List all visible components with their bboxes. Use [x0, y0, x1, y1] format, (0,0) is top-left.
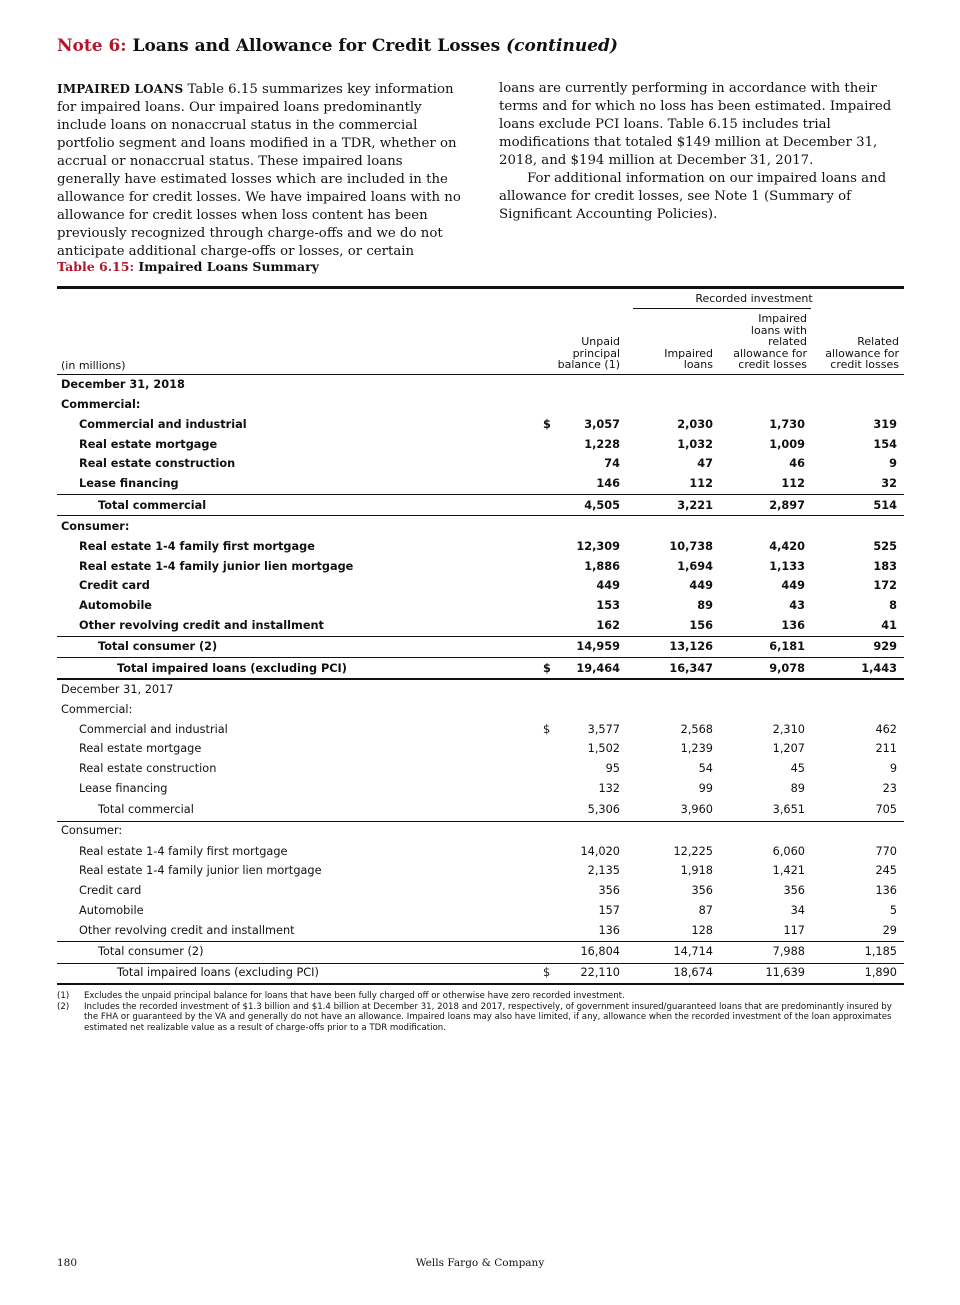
table-cell: 9 [889, 457, 897, 470]
table-cell: 154 [873, 438, 897, 451]
table-cell: 13,126 [669, 640, 713, 653]
table-cell: 211 [875, 742, 897, 755]
table-row [57, 579, 904, 597]
table-cell: 705 [875, 803, 897, 816]
right-paragraph-2: For additional information on our impaired loans and allowance for credit losses, see Note 1 (Summary of Significant Accounting Policies). [499, 171, 887, 222]
col-header-related-allowance: Related allowance for credit losses [825, 335, 899, 371]
table-row [57, 418, 904, 436]
table-cell: 156 [689, 619, 713, 632]
table-cell: 12,225 [673, 845, 713, 858]
table-row [57, 599, 904, 617]
row-rule [57, 678, 904, 680]
row-label: Credit card [79, 579, 150, 592]
table-row [57, 742, 904, 760]
table-cell: 14,959 [576, 640, 620, 653]
table-cell: 95 [605, 762, 620, 775]
row-label: Commercial and industrial [79, 418, 247, 431]
row-label: Lease financing [79, 782, 168, 795]
row-label: Total impaired loans (excluding PCI) [117, 662, 347, 675]
row-rule [57, 963, 904, 964]
table-row [57, 884, 904, 902]
table-cell: 172 [873, 579, 897, 592]
table-row [57, 438, 904, 456]
table-cell: 1,207 [772, 742, 805, 755]
table-cell: 74 [604, 457, 620, 470]
company-name: Wells Fargo & Company [415, 1257, 545, 1269]
table-cell: 1,185 [864, 945, 897, 958]
row-label: Real estate mortgage [79, 742, 202, 755]
table-cell: 3,651 [772, 803, 805, 816]
table-row [57, 520, 904, 538]
note-heading: Loans and Allowance for Credit Losses [132, 36, 501, 56]
table-cell: 1,918 [680, 864, 713, 877]
table-cell: 16,347 [669, 662, 713, 675]
table-cell: 449 [596, 579, 620, 592]
table-cell: 2,897 [769, 499, 805, 512]
table-cell: 183 [873, 560, 897, 573]
table-cell: 525 [873, 540, 897, 553]
table-cell: 9 [889, 762, 897, 775]
table-cell: 356 [691, 884, 713, 897]
table-cell: 514 [873, 499, 897, 512]
table-row [57, 640, 904, 658]
table-cell: 4,420 [769, 540, 805, 553]
table-cell: 449 [689, 579, 713, 592]
table-cell: 43 [789, 599, 805, 612]
table-row [57, 966, 904, 984]
table-cell: 3,221 [677, 499, 713, 512]
table-row [57, 904, 904, 922]
row-label: Lease financing [79, 477, 179, 490]
table-row [57, 378, 904, 396]
table-cell: 1,228 [584, 438, 620, 451]
table-cell: 929 [873, 640, 897, 653]
footnotes [57, 991, 907, 1033]
table-cell: 1,443 [861, 662, 897, 675]
table-row [57, 782, 904, 800]
row-label: Real estate mortgage [79, 438, 218, 451]
row-label: Commercial: [61, 398, 141, 411]
table-row [57, 803, 904, 821]
row-label: December 31, 2018 [61, 378, 185, 391]
row-label: Other revolving credit and installment [79, 619, 324, 632]
table-cell: 14,020 [580, 845, 620, 858]
col-header-impaired-loans: Impaired loans [664, 346, 713, 371]
table-cell: 14,714 [673, 945, 713, 958]
table-cell: 8 [889, 599, 897, 612]
table-cell: 18,674 [673, 966, 713, 979]
row-label: Real estate construction [79, 762, 217, 775]
row-label: Total commercial [98, 803, 194, 816]
left-paragraph: Table 6.15 summarizes key information for impaired loans. Our impaired loans predominantly include loans on nonaccrual status in the commercial portfolio segment and loans modified in a TDR, whether on accrual or nonaccrual status. These impaired loans generally have estimated losses which are included in the allowance for credit losses. We have impaired loans with no allowance for credit losses when loss content has been previously recognized through charge-offs and we do not anticipate additional charge-offs or losses, or certain [57, 82, 461, 259]
table-row [57, 762, 904, 780]
table-cell: 319 [873, 418, 897, 431]
table-cell: 22,110 [580, 966, 620, 979]
row-label: Commercial and industrial [79, 723, 228, 736]
footnote-1: (1) Excludes the unpaid principal balance for loans that have been fully charged off or otherwise have zero recorded investment. [57, 991, 625, 1001]
row-rule [57, 494, 904, 495]
table-cell: 41 [881, 619, 897, 632]
table-cell: 32 [881, 477, 897, 490]
table-cell: 9,078 [769, 662, 805, 675]
note-continued: (continued) [506, 36, 618, 56]
table-cell: 356 [783, 884, 805, 897]
row-label: Consumer: [61, 520, 130, 533]
footnote-2: (2) Includes the recorded investment of $1.3 billion and $1.4 billion at December 31, 2018 and 2017, respectively, of government insured/guaranteed loans that are predominantly insured by the FHA or guaranteed by the VA and generally do not have an allowance. Impaired loans may also have limited, if any, allowance when the recorded investment of the loan approximates estimated net realizable value as a result of charge-offs prior to a TDR modification. [57, 1001, 892, 1033]
table-cell: 112 [781, 477, 805, 490]
table-row [57, 703, 904, 721]
row-label: Total impaired loans (excluding PCI) [117, 966, 319, 979]
dollar-sign: $ [543, 966, 551, 979]
table-cell: 6,181 [769, 640, 805, 653]
col-header-unpaid-principal: Unpaid principal balance (1) [557, 335, 620, 371]
row-label: Real estate construction [79, 457, 236, 470]
row-rule [57, 941, 904, 942]
table-row [57, 540, 904, 558]
table-row [57, 824, 904, 842]
row-label: Total consumer (2) [98, 640, 218, 653]
note-title [57, 36, 618, 56]
table-cell: 3,577 [587, 723, 620, 736]
dollar-sign: $ [543, 418, 551, 431]
table-cell: 1,009 [769, 438, 805, 451]
table-cell: 2,030 [677, 418, 713, 431]
row-label: Real estate 1-4 family first mortgage [79, 845, 288, 858]
table-cell: 117 [783, 924, 805, 937]
table-cell: 5,306 [587, 803, 620, 816]
table-cell: 45 [790, 762, 805, 775]
row-label: Real estate 1-4 family junior lien mortgage [79, 864, 322, 877]
table-cell: 112 [689, 477, 713, 490]
table-cell: 1,133 [769, 560, 805, 573]
section-lead: IMPAIRED LOANS [57, 82, 184, 96]
dollar-sign: $ [543, 723, 551, 736]
dollar-sign: $ [543, 662, 551, 675]
table-row [57, 945, 904, 963]
row-label: Credit card [79, 884, 142, 897]
table-cell: 6,060 [772, 845, 805, 858]
row-label: Real estate 1-4 family first mortgage [79, 540, 315, 553]
table-cell: 87 [698, 904, 713, 917]
table-cell: 1,694 [677, 560, 713, 573]
header-rule [57, 374, 904, 375]
table-cell: 29 [882, 924, 897, 937]
row-label: Other revolving credit and installment [79, 924, 295, 937]
table-cell: 136 [598, 924, 620, 937]
table-row [57, 477, 904, 495]
table-row [57, 398, 904, 416]
table-cell: 46 [789, 457, 805, 470]
row-label: Automobile [79, 599, 152, 612]
table-number: Table 6.15: [57, 259, 135, 274]
right-paragraph-1: loans are currently performing in accordance with their terms and for which no loss has been estimated. Impaired loans exclude PCI loans. Table 6.15 includes trial modifications that totaled $149 million at December 31, 2018, and $194 million at December 31, 2017. [499, 81, 892, 168]
table-cell: 47 [697, 457, 713, 470]
table-row [57, 723, 904, 741]
table-cell: 89 [697, 599, 713, 612]
table-cell: 11,639 [765, 966, 805, 979]
table-cell: 2,310 [772, 723, 805, 736]
table-cell: 10,738 [669, 540, 713, 553]
row-rule [57, 821, 904, 822]
table-top-rule [57, 286, 904, 289]
table-cell: 23 [882, 782, 897, 795]
table-cell: 157 [598, 904, 620, 917]
table-cell: 462 [875, 723, 897, 736]
table-cell: 1,239 [680, 742, 713, 755]
row-rule [57, 515, 904, 516]
table-cell: 136 [875, 884, 897, 897]
units-label: (in millions) [61, 359, 126, 372]
table-cell: 5 [889, 904, 897, 917]
table-cell: 770 [875, 845, 897, 858]
page-number: 180 [57, 1257, 78, 1269]
table-cell: 1,730 [769, 418, 805, 431]
row-label: Consumer: [61, 824, 123, 837]
table-cell: 3,057 [584, 418, 620, 431]
table-cell: 99 [698, 782, 713, 795]
table-cell: 1,502 [587, 742, 620, 755]
table-cell: 4,505 [584, 499, 620, 512]
table-cell: 162 [596, 619, 620, 632]
row-rule [57, 636, 904, 637]
table-row [57, 619, 904, 637]
table-row [57, 683, 904, 701]
table-cell: 2,568 [680, 723, 713, 736]
left-text-column [57, 80, 469, 261]
table-cell: 12,309 [576, 540, 620, 553]
table-cell: 89 [790, 782, 805, 795]
row-label: December 31, 2017 [61, 683, 174, 696]
row-label: Total commercial [98, 499, 207, 512]
table-cell: 3,960 [680, 803, 713, 816]
table-row [57, 845, 904, 863]
row-label: Real estate 1-4 family junior lien mortgage [79, 560, 354, 573]
table-cell: 449 [781, 579, 805, 592]
col-header-impaired-with-allowance: Impaired loans with related allowance for credit losses [733, 312, 807, 371]
row-label: Automobile [79, 904, 144, 917]
table-title [57, 259, 319, 274]
right-text-column [499, 80, 909, 224]
table-cell: 153 [596, 599, 620, 612]
table-cell: 356 [598, 884, 620, 897]
row-rule [57, 657, 904, 658]
table-cell: 245 [875, 864, 897, 877]
table-cell: 1,890 [864, 966, 897, 979]
row-label: Total consumer (2) [98, 945, 204, 958]
table-row [57, 560, 904, 578]
recorded-investment-rule [633, 308, 811, 309]
table-cell: 34 [790, 904, 805, 917]
table-cell: 1,886 [584, 560, 620, 573]
table-cell: 146 [596, 477, 620, 490]
table-cell: 19,464 [576, 662, 620, 675]
table-cell: 128 [691, 924, 713, 937]
row-label: Commercial: [61, 703, 133, 716]
row-rule [57, 983, 904, 985]
table-cell: 7,988 [772, 945, 805, 958]
table-row [57, 864, 904, 882]
table-cell: 16,804 [580, 945, 620, 958]
table-heading: Impaired Loans Summary [138, 259, 319, 274]
table-cell: 136 [781, 619, 805, 632]
table-cell: 1,421 [772, 864, 805, 877]
table-cell: 132 [598, 782, 620, 795]
note-number: Note 6: [57, 36, 127, 56]
recorded-investment-header: Recorded investment [695, 292, 813, 305]
table-cell: 2,135 [587, 864, 620, 877]
table-row [57, 924, 904, 942]
table-cell: 1,032 [677, 438, 713, 451]
table-cell: 54 [698, 762, 713, 775]
table-row [57, 457, 904, 475]
